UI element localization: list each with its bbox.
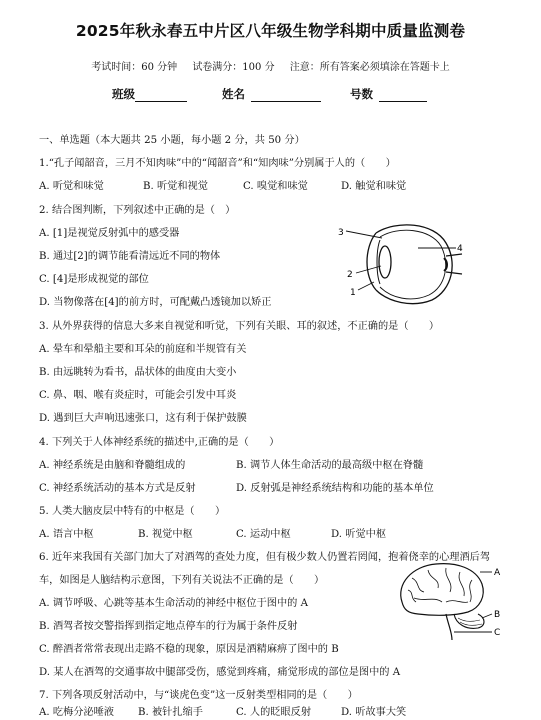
brain-gyri (408, 568, 472, 602)
question-6-stem-line-2: 车，如图是人脑结构示意图，下列有关说法不正确的是（ ） (39, 575, 325, 586)
brain-label-b: B (494, 610, 501, 620)
exam-title: 2025年秋永春五中片区八年级生物学科期中质量监测卷 (75, 22, 466, 40)
number-label: 号数 (350, 87, 373, 101)
cerebrum-outline (401, 564, 483, 616)
question-7-option-c[interactable]: C. 人的眨眼反射 (236, 707, 312, 718)
brain-label-c: C (494, 628, 501, 638)
question-6-option-b[interactable]: B. 酒驾者按交警指挥到指定地点停车的行为属于条件反射 (39, 621, 298, 632)
cerebellum-folds (458, 618, 482, 625)
question-1-stem: 1.“孔子闻韶音，三月不知肉味”中的“闻韶音”和“知肉味”分别属于人的（ ） (39, 158, 396, 169)
optic-nerve (446, 254, 462, 274)
question-4-option-c[interactable]: C. 神经系统活动的基本方式是反射 (39, 483, 196, 494)
question-2-option-c[interactable]: C. [4]是形成视觉的部位 (39, 274, 149, 285)
question-2-option-d[interactable]: D. 当物像落在[4]的前方时，可配戴凸透镜加以矫正 (39, 297, 272, 308)
question-3-option-c[interactable]: C. 鼻、咽、喉有炎症时，可能会引发中耳炎 (39, 390, 237, 401)
eye-inner-wall (380, 230, 446, 299)
question-4-option-d[interactable]: D. 反射弧是神经系统结构和功能的基本单位 (236, 483, 434, 494)
question-2-option-a[interactable]: A. [1]是视觉反射弧中的感受器 (39, 228, 180, 239)
question-1-option-d[interactable]: D. 触觉和味觉 (341, 181, 407, 192)
question-5-option-c[interactable]: C. 运动中枢 (236, 529, 291, 540)
question-6-option-c[interactable]: C. 醉酒者常常表现出走路不稳的现象，原因是酒精麻痹了图中的 B (39, 644, 339, 655)
question-6-option-a[interactable]: A. 调节呼吸、心跳等基本生命活动的神经中枢位于图中的 A (39, 598, 308, 609)
eye-label-1: 1 (350, 288, 356, 298)
full-score: 试卷满分：100 分 (192, 62, 275, 73)
question-6-stem-line-1: 6. 近年来我国有关部门加大了对酒驾的查处力度，但有极少数人仍置若罔闻，抱着侥幸的心理酒后驾 (39, 552, 491, 563)
eyeball-diagram (336, 218, 466, 308)
question-7-option-d[interactable]: D. 听故事大笑 (341, 707, 407, 718)
question-3-stem: 3. 从外界获得的信息大多来自视觉和听觉，下列有关眼、耳的叙述，不正确的是（ ） (39, 321, 440, 332)
class-blank[interactable] (135, 89, 187, 102)
question-5-option-b[interactable]: B. 视觉中枢 (138, 529, 193, 540)
question-3-option-b[interactable]: B. 由远眺转为看书，晶状体的曲度由大变小 (39, 367, 237, 378)
question-7-option-b[interactable]: B. 被针扎缩手 (138, 707, 203, 718)
lens (379, 246, 391, 278)
eye-label-4: 4 (457, 244, 463, 254)
pointer-1 (358, 282, 374, 290)
question-1-option-a[interactable]: A. 听觉和味觉 (39, 181, 104, 192)
question-4-stem: 4. 下列关于人体神经系统的描述中,正确的是（ ） (39, 437, 280, 448)
cornea (367, 233, 376, 290)
question-5-stem: 5. 人类大脑皮层中特有的中枢是（ ） (39, 506, 226, 517)
question-1-option-b[interactable]: B. 听觉和视觉 (143, 181, 208, 192)
question-5-option-a[interactable]: A. 语言中枢 (39, 529, 94, 540)
section-heading: 一、单选题（本大题共 25 小题，每小题 2 分，共 50 分） (39, 135, 305, 146)
name-field (222, 86, 321, 102)
question-2-option-b[interactable]: B. 通过[2]的调节能看清远近不同的物体 (39, 251, 221, 262)
question-1-option-c[interactable]: C. 嗅觉和味觉 (243, 181, 308, 192)
eye-label-2: 2 (347, 270, 353, 280)
class-label: 班级 (112, 87, 135, 101)
question-2-stem: 2. 结合图判断，下列叙述中正确的是（ ） (39, 205, 236, 216)
class-field (112, 86, 187, 102)
exam-info-line (0, 58, 541, 73)
question-4-option-a[interactable]: A. 神经系统是由脑和脊髓组成的 (39, 460, 186, 471)
name-blank[interactable] (251, 89, 321, 102)
eye-outer-wall (376, 225, 452, 304)
question-5-option-d[interactable]: D. 听觉中枢 (331, 529, 387, 540)
question-3-option-d[interactable]: D. 遇到巨大声响迅速张口，这有利于保护鼓膜 (39, 413, 247, 424)
exam-notice: 注意：所有答案必须填涂在答题卡上 (289, 62, 450, 73)
question-6-option-d[interactable]: D. 某人在酒驾的交通事故中腿部受伤，感觉到疼痛，痛觉形成的部位是图中的 A (39, 667, 401, 678)
question-4-option-b[interactable]: B. 调节人体生命活动的最高级中枢在脊髓 (236, 460, 424, 471)
brain-diagram (394, 558, 504, 642)
question-7-stem: 7. 下列各项反射活动中，与“谈虎色变”这一反射类型相同的是（ ） (39, 690, 358, 701)
eye-label-3: 3 (338, 228, 344, 238)
name-label: 姓名 (222, 87, 245, 101)
question-3-option-a[interactable]: A. 晕车和晕船主要和耳朵的前庭和半规管有关 (39, 344, 247, 355)
brainstem (446, 614, 452, 640)
pointer-b (482, 614, 492, 618)
brain-label-a: A (494, 568, 501, 578)
question-7-option-a[interactable]: A. 吃梅分泌唾液 (39, 707, 114, 718)
number-blank[interactable] (379, 89, 427, 102)
number-field (350, 86, 427, 102)
student-info-row (0, 86, 541, 106)
exam-time: 考试时间：60 分钟 (91, 62, 178, 73)
